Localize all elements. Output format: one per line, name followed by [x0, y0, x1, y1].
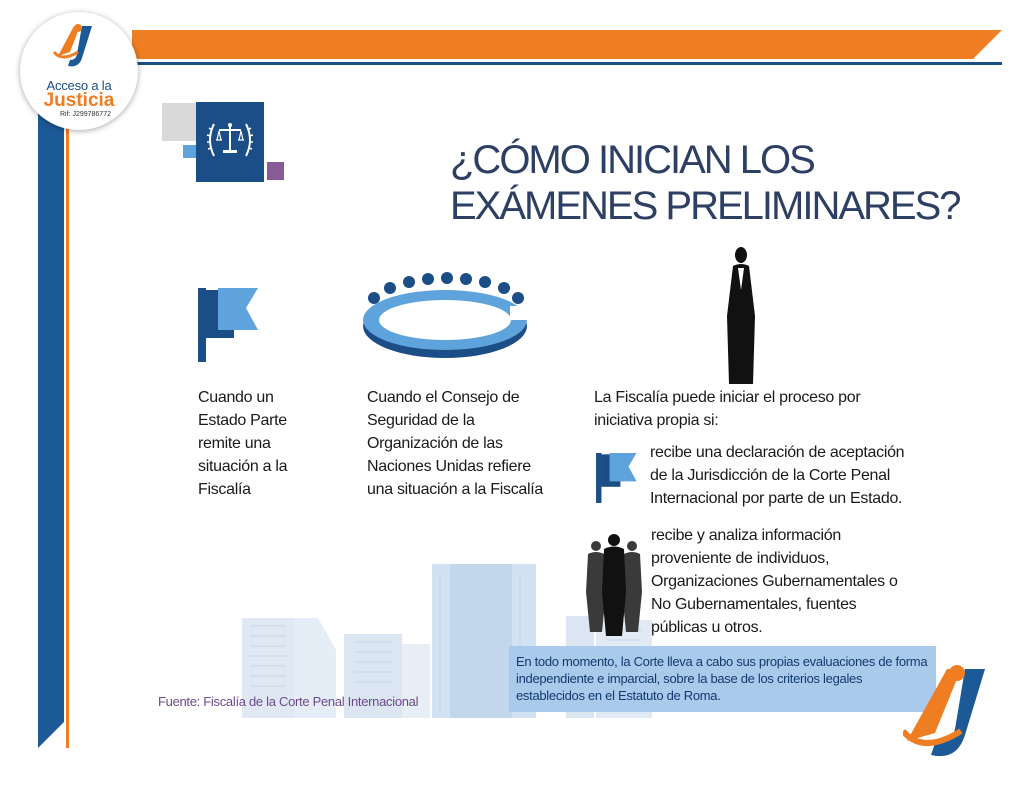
note-box	[509, 646, 936, 712]
council-table-icon	[362, 270, 532, 360]
aj-logo-icon	[52, 22, 108, 72]
source-text: Fuente: Fiscalía de la Corte Penal Internacional	[158, 694, 419, 709]
top-orange-band	[132, 30, 974, 59]
top-orange-band-tip	[973, 30, 1002, 59]
icc-emblem	[196, 102, 264, 182]
subitem-2-text: recibe y analiza información proveniente de individuos, Organizaciones Gubernamentales o No Gubernamentales, fuentes públicas u otros.	[651, 527, 898, 636]
aj-logo-large-icon	[903, 663, 1003, 767]
note-text: En todo momento, la Corte lleva a cabo sus propias evaluaciones de forma independiente e imparcial, sobre la base de los criterios legales establecidos en el Estatuto de Roma.	[516, 654, 928, 703]
brand-logo-badge	[20, 12, 138, 130]
logo-rif: Rif: J299786772	[60, 111, 111, 118]
deco-square-purple	[267, 162, 284, 180]
flag-icon	[198, 288, 260, 362]
deco-square-gray	[162, 103, 196, 141]
logo-line1: Acceso a la	[46, 78, 112, 93]
people-icon	[586, 532, 642, 636]
small-flag-icon	[596, 453, 638, 503]
subitem-1-text: recibe una declaración de aceptación de la Jurisdicción de la Corte Penal Internacional por parte de un Estado.	[650, 444, 905, 507]
page-title-line2: EXÁMENES PRELIMINARES?	[450, 184, 960, 228]
column-2-text: Cuando el Consejo de Seguridad de la Organización de las Naciones Unidas refiere una situación a la Fiscalía	[367, 389, 544, 498]
top-navy-line	[132, 62, 1002, 65]
prosecutor-icon	[723, 246, 759, 386]
logo-line2: Justicia	[43, 90, 115, 111]
page-title-line1: ¿CÓMO INICIAN LOS	[450, 138, 814, 182]
left-navy-band	[38, 112, 64, 722]
deco-square-blue	[183, 145, 196, 158]
column-3-text: La Fiscalía puede iniciar el proceso por iniciativa propia si:	[594, 389, 861, 429]
column-1-text: Cuando un Estado Parte remite una situación a la Fiscalía	[198, 389, 288, 498]
scales-of-justice-icon	[204, 114, 256, 166]
left-orange-line	[66, 100, 69, 748]
left-navy-band-tip	[38, 722, 64, 748]
